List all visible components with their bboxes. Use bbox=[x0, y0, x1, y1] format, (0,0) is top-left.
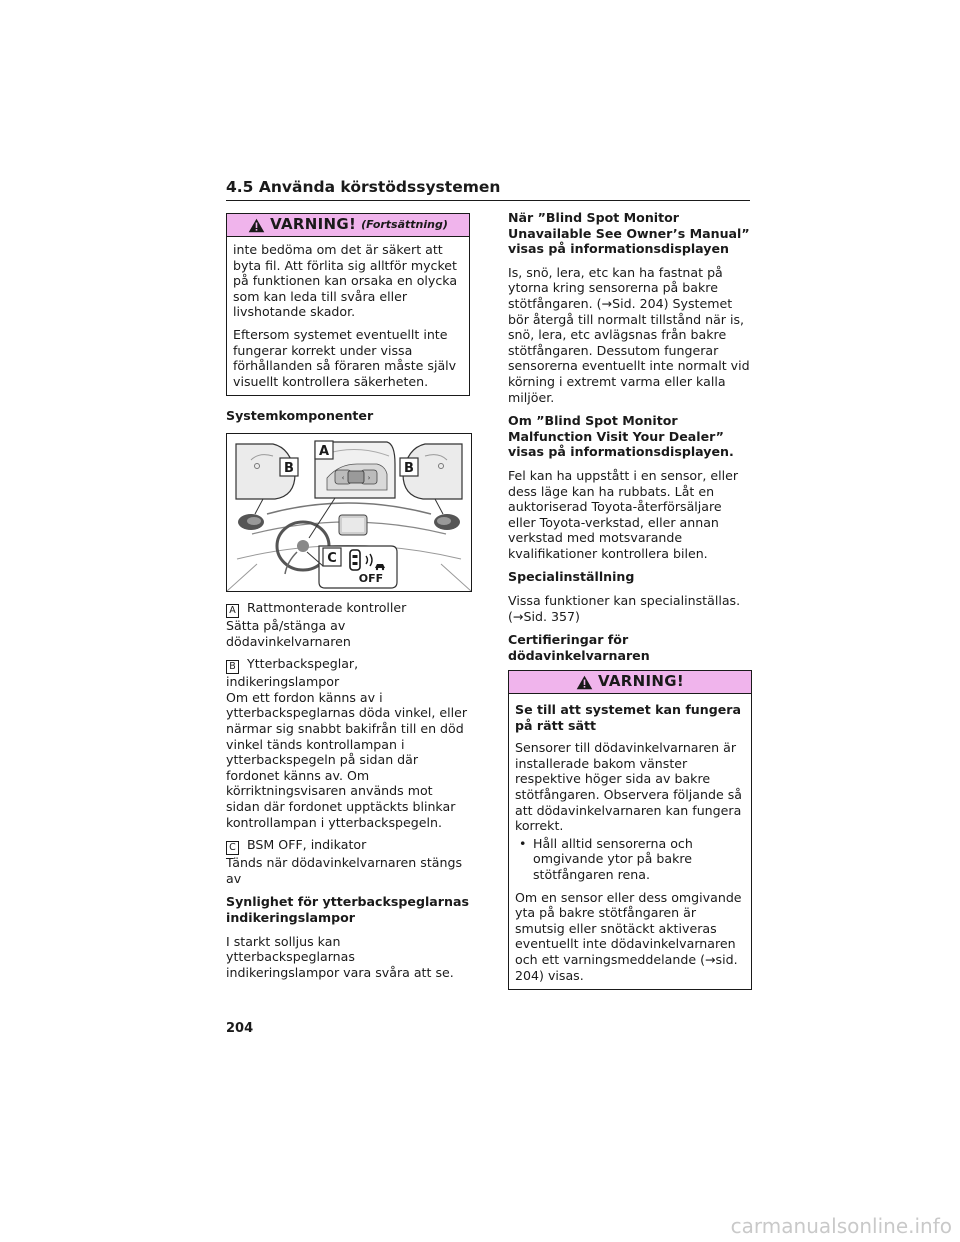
warning-final-text: Om en sensor eller dess omgivande yta på bakre stötfångaren är smutsig eller snötäckt aktiveras eventuellt inte dödavinkelvarnaren och ett varningsmeddelande (→sid. 204) visas. bbox=[515, 889, 742, 983]
warning-header bbox=[227, 214, 469, 237]
component-a-title: Rattmonterade kontroller bbox=[247, 600, 407, 615]
visibility-text: I starkt solljus kan ytterbackspeglarnas indikeringslampor vara svåra att se. bbox=[226, 933, 454, 980]
component-c-title: BSM OFF, indikator bbox=[247, 837, 367, 853]
warning-subheading: Se till att systemet kan fungera på rätt sätt bbox=[515, 702, 742, 733]
svg-text:‹: ‹ bbox=[341, 474, 345, 482]
svg-text:›: › bbox=[367, 474, 371, 482]
section-title: 4.5 Använda körstödssystemen bbox=[226, 178, 501, 196]
figure-label-c: C bbox=[327, 551, 337, 566]
component-c-text: Tänds när dödavinkelvarnaren stängs av bbox=[226, 855, 463, 886]
warning-bullet bbox=[515, 836, 745, 883]
left-column bbox=[226, 213, 470, 432]
system-components-figure bbox=[226, 433, 472, 592]
unavailable-text: Is, snö, lera, etc kan ha fastnat på ytorna kring sensorerna på bakre stötfångaren. (→Sid. 204) Systemet bör återgå till normalt tillstånd när is, snö, lera, etc avlägsnas från bakre stötfångaren. Dessutom fungerar sensorerna eventuellt inte normalt vid körning i extremt varma eller kalla miljöer. bbox=[508, 264, 750, 405]
dashboard-illustration bbox=[227, 434, 471, 591]
warning-paragraph: Eftersom systemet eventuellt inte fungerar korrekt under vissa förhållanden så föraren måste själv visuellt kontrollera säkerheten. bbox=[233, 326, 457, 389]
watermark: carmanualsonline.info bbox=[730, 1214, 952, 1238]
special-heading: Specialinställning bbox=[508, 569, 635, 585]
warning-title: VARNING! bbox=[270, 215, 357, 234]
unavailable-heading: När ”Blind Spot Monitor Unavailable See Owner’s Manual” visas på informationsdisplayen bbox=[508, 210, 750, 257]
visibility-heading: Synlighet för ytterbackspeglarnas indikeringslampor bbox=[226, 894, 469, 925]
figure-label-b-right: B bbox=[404, 461, 414, 476]
title-divider bbox=[226, 200, 750, 201]
warning-text: Sensorer till dödavinkelvarnaren är installerade bakom vänster respektive höger sida av bakre stötfångaren. Observera följande så att dödavinkelvarnaren kan fungera korrekt. bbox=[515, 740, 742, 834]
malfunction-heading: Om ”Blind Spot Monitor Malfunction Visit Your Dealer” visas på informationsdisplayen. bbox=[508, 413, 734, 460]
figure-label-a: A bbox=[318, 444, 330, 459]
component-b-text: Om ett fordon känns av i ytterbackspeglarnas döda vinkel, eller närmar sig snabbt bakifrån till en död vinkel tänds kontrollampan i ytterbackspegeln på sidan där fordonet känns av. Om körriktningsvisaren används mot sidan där fordonet upptäckts blinkar kontrollampan i ytterbackspegeln. bbox=[226, 689, 468, 830]
warning-triangle-icon bbox=[248, 218, 265, 233]
label-c-box: C bbox=[226, 841, 239, 855]
warning-triangle-icon bbox=[576, 675, 593, 690]
left-column-lower bbox=[226, 600, 470, 988]
figure-label-b-left: B bbox=[284, 461, 294, 476]
bullet-text: Håll alltid sensorerna och omgivande ytor på bakre stötfångaren rena. bbox=[533, 835, 693, 882]
warning-body bbox=[227, 237, 469, 395]
bullet-dot-icon: • bbox=[519, 835, 527, 851]
components-heading: Systemkomponenter bbox=[226, 408, 374, 424]
warning-header bbox=[509, 671, 751, 694]
malfunction-text: Fel kan ha uppstått i en sensor, eller dess läge kan ha rubbats. Låt en auktoriserad Toyota-återförsäljare eller Toyota-verkstad, eller annan verkstad med motsvarande kvalifikationer kontrollera bilen. bbox=[508, 467, 738, 561]
warning-box bbox=[508, 670, 752, 990]
component-a-text: Sätta på/stänga av dödavinkelvarnaren bbox=[226, 618, 351, 649]
warning-paragraph: inte bedöma om det är säkert att byta fil. Att förlita sig alltför mycket på funktionen kan orsaka en olycka som kan leda till svåra eller livshotande skador. bbox=[233, 242, 458, 320]
component-b-title: Ytterbackspeglar, indikeringslampor bbox=[226, 656, 359, 690]
special-text: Vissa funktioner kan specialinställas. (→Sid. 357) bbox=[508, 593, 741, 624]
warning-title: VARNING! bbox=[598, 672, 684, 691]
component-item-a bbox=[226, 600, 470, 649]
label-b-box: B bbox=[226, 660, 239, 674]
warning-body bbox=[509, 694, 751, 989]
page-number: 204 bbox=[226, 1021, 254, 1036]
warning-box-continued bbox=[226, 213, 470, 396]
warning-continuation: (Fortsättning) bbox=[361, 218, 448, 232]
label-a-box: A bbox=[226, 604, 239, 618]
cert-heading: Certifieringar för dödavinkelvarnaren bbox=[508, 632, 650, 663]
component-item-c bbox=[226, 837, 470, 886]
right-column bbox=[508, 210, 752, 695]
component-item-b bbox=[226, 656, 470, 830]
bsm-off-text: OFF bbox=[358, 572, 384, 585]
